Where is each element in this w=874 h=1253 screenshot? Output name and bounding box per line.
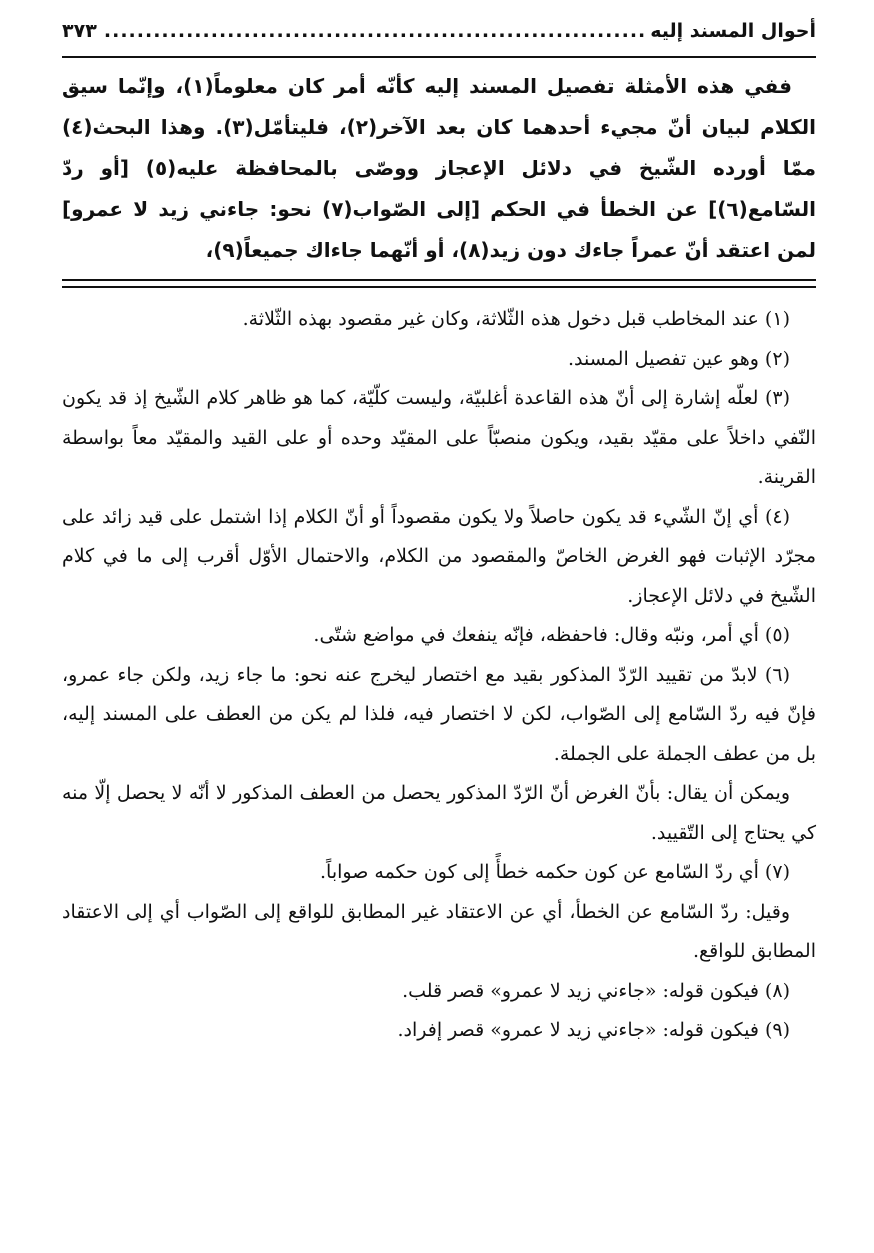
main-paragraph: ففي هذه الأمثلة تفصيل المسند إليه كأنّه أمر كان معلوماً(١)، وإنّما سيق الكلام لبيان أنّ مجيء أحدهما كان بعد الآخر(٢)، فليتأمّل(٣). وهذا البحث(٤) ممّا أورده الشّيخ في دلائل الإعجاز ووصّى بالمحافظة عليه(٥) [أو ردّ السّامع(٦)] عن الخطأ في الحكم [إلى الصّواب(٧) نحو: جاءني زيد لا عمرو] لمن اعتقد أنّ عمراً جاءك دون زيد(٨)، أو أنّهما جاءاك جميعاً(٩)، — [62, 74, 816, 262]
header-rule — [62, 56, 816, 58]
footnote-8: (٨) فيكون قوله: «جاءني زيد لا عمرو» قصر قلب. — [402, 979, 790, 1002]
footnote-3: (٣) لعلّه إشارة إلى أنّ هذه القاعدة أغلبيّة، وليست كلّيّة، كما هو ظاهر كلام الشّيخ إذ قد يكون النّفي داخلاً على مقيّد بقيد، ويكون منصبّاً على المقيّد وحده أو على القيد والمقيّد معاً بواسطة القرينة. — [62, 387, 816, 488]
footnote-1: (١) عند المخاطب قبل دخول هذه الثّلاثة، وكان غير مقصود بهذه الثّلاثة. — [242, 308, 790, 330]
leader-dots: .................................................................. — [103, 20, 647, 42]
footnote-7-continuation: وقيل: ردّ السّامع عن الخطأ، أي عن الاعتقاد غير المطابق للواقع إلى الصّواب أي إلى الاعتقاد المطابق للواقع. — [62, 900, 816, 962]
separator-rule-bottom — [62, 286, 816, 288]
footnote-4: (٤) أي إنّ الشّيء قد يكون حاصلاً ولا يكون مقصوداً أو أنّ الكلام إذا اشتمل على قيد زائد على مجرّد الإثبات فهو الغرض الخاصّ والمقصود من الكلام، والاحتمال الأوّل أقرب إلى ما في كلام الشّيخ في دلائل الإعجاز. — [62, 505, 816, 607]
footnote-2: (٢) وهو عين تفصيل المسند. — [567, 347, 790, 370]
page-number: ٣٧٣ — [62, 20, 97, 42]
chapter-title: أحوال المسند إليه — [650, 20, 816, 42]
footnote-7: (٧) أي ردّ السّامع عن كون حكمه خطأً إلى كون حكمه صواباً. — [320, 861, 790, 883]
footnote-9: (٩) فيكون قوله: «جاءني زيد لا عمرو» قصر إفراد. — [397, 1019, 790, 1041]
footnote-separator — [62, 279, 816, 288]
footnote-6: (٦) لابدّ من تقييد الرّدّ المذكور بقيد مع اختصار ليخرج عنه نحو: ما جاء زيد، ولكن جاء عمرو، فإنّ فيه ردّ السّامع إلى الصّواب، لكن لا اختصار فيه، فلذا لم يكن من العطف على المسند إليه، بل من عطف الجملة على الجملة. — [62, 663, 816, 765]
footnotes — [62, 300, 816, 1051]
footnote-6-continuation: ويمكن أن يقال: بأنّ الغرض أنّ الرّدّ المذكور يحصل من العطف المذكور لا أنّه لا يحصل إلّا منه كي يحتاج إلى التّقييد. — [62, 782, 816, 844]
footnote-5: (٥) أي أمر، ونبّه وقال: فاحفظه، فإنّه ينفعك في مواضع شتّى. — [313, 624, 790, 646]
running-header — [62, 20, 816, 56]
book-page — [62, 20, 816, 1051]
main-text — [62, 64, 816, 271]
